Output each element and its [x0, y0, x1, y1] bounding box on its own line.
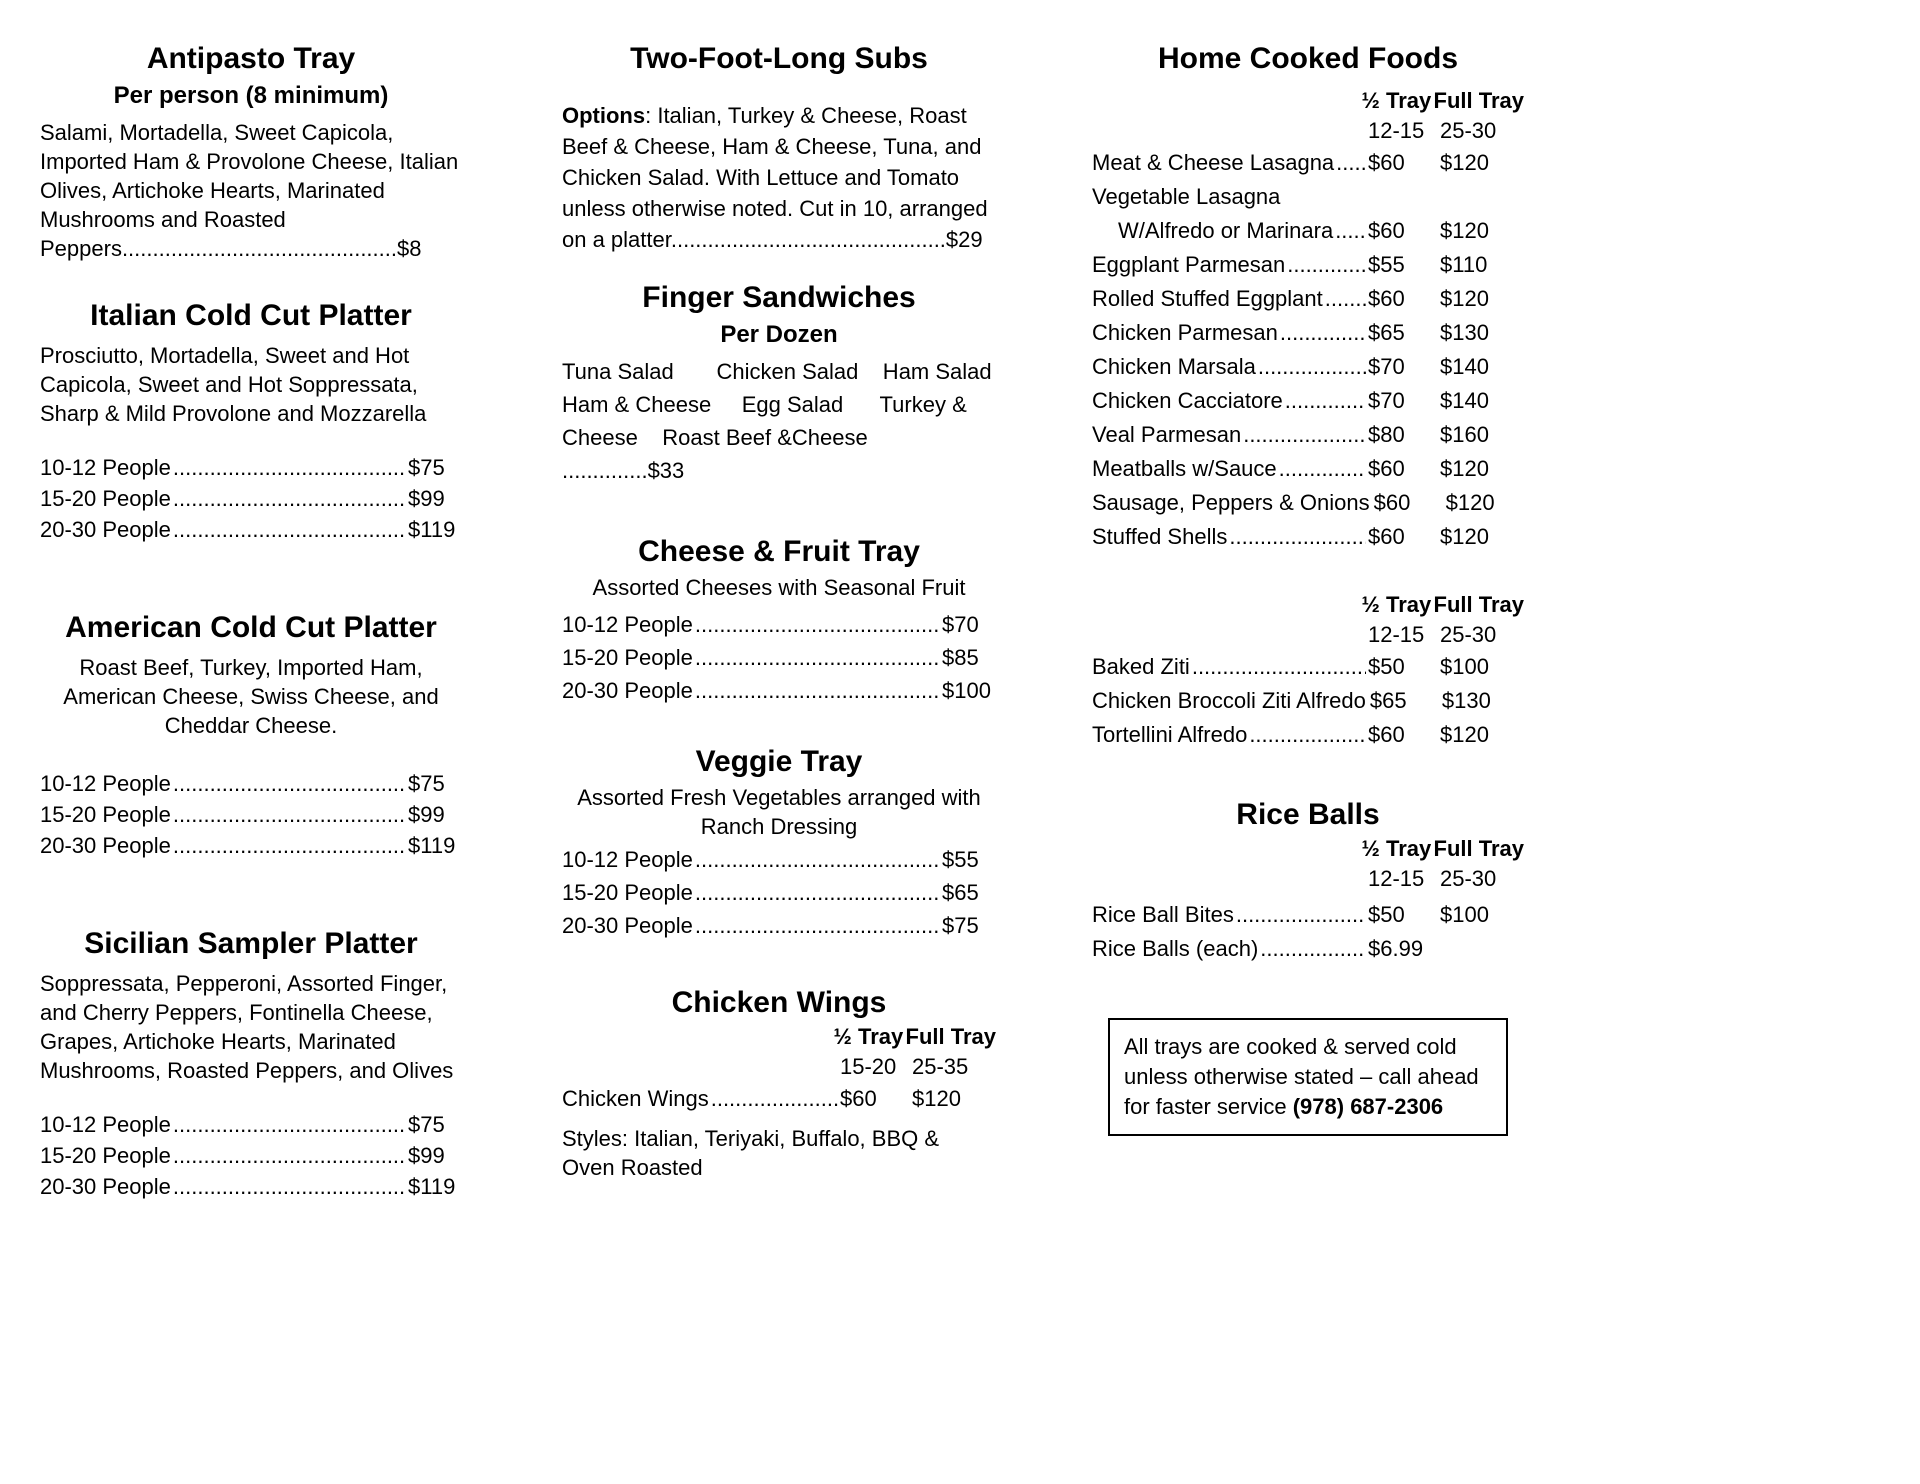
service-note-box	[1108, 1018, 1508, 1136]
dot-leader	[695, 876, 940, 909]
dot-leader	[173, 799, 406, 830]
price-line	[40, 1109, 462, 1140]
menu-item-row	[1092, 486, 1524, 520]
section-description: Roast Beef, Turkey, Imported Ham, American Cheese, Swiss Cheese, and Cheddar Cheese.	[63, 655, 439, 738]
price-value: $65	[942, 880, 979, 905]
price-value: $75	[408, 771, 445, 796]
dot-leader	[695, 641, 940, 674]
price-list	[562, 843, 996, 942]
antipasto-tray-section	[40, 40, 462, 263]
tray-headers	[1092, 86, 1524, 146]
item-label: Chicken Cacciatore	[1092, 388, 1283, 413]
half-tray-price: $60	[1373, 490, 1411, 515]
full-tray-servings: 25-30	[1440, 622, 1497, 647]
wing-styles-note: Styles: Italian, Teriyaki, Buffalo, BBQ & Oven Roasted	[562, 1126, 940, 1180]
full-tray-price: $160	[1440, 422, 1489, 447]
half-tray-header: ½ Tray	[1361, 592, 1432, 617]
price-value: $99	[408, 1143, 445, 1168]
price-line	[40, 1140, 462, 1171]
half-tray-price: $70	[1368, 354, 1405, 379]
half-tray-price: $60	[1368, 456, 1405, 481]
price-line	[562, 641, 996, 674]
serving-size-label: 20-30 People	[562, 913, 693, 938]
dot-leader	[1287, 248, 1366, 282]
price-list	[1092, 898, 1524, 966]
price-list	[1092, 146, 1524, 554]
section-subtitle: Per person (8 minimum)	[113, 82, 389, 109]
price-value: $70	[942, 612, 979, 637]
two-foot-subs-section	[562, 40, 996, 255]
half-tray-price: $60	[1368, 218, 1405, 243]
price-list	[562, 608, 996, 707]
price-list	[40, 452, 462, 545]
serving-size-label: 20-30 People	[40, 517, 171, 542]
price-line	[40, 483, 462, 514]
menu-item-row	[1092, 452, 1524, 486]
half-tray-servings: 15-20	[840, 1054, 897, 1079]
menu-item-row	[1092, 282, 1524, 316]
price-line	[40, 768, 462, 799]
price-value: $75	[942, 913, 979, 938]
item-label: Baked Ziti	[1092, 654, 1190, 679]
price-line	[562, 843, 996, 876]
half-tray-servings: 12-15	[1368, 118, 1425, 143]
item-label: Rolled Stuffed Eggplant	[1092, 286, 1323, 311]
item-label: Stuffed Shells	[1092, 524, 1228, 549]
dot-leader	[695, 674, 940, 707]
half-tray-header: ½ Tray	[1361, 836, 1432, 861]
section-title: American Cold Cut Platter	[65, 611, 437, 644]
serving-size-label: 15-20 People	[40, 1143, 171, 1168]
section-description: Salami, Mortadella, Sweet Capicola, Imported Ham & Provolone Cheese, Italian Olives, Artichoke Hearts, Marinated Mushrooms and Roasted Peppers.............................................$8	[40, 120, 459, 261]
section-title: Finger Sandwiches	[642, 281, 916, 314]
full-tray-header: Full Tray	[1433, 88, 1524, 113]
half-tray-price: $50	[1368, 902, 1405, 927]
item-label: Sausage, Peppers & Onions	[1092, 490, 1370, 515]
finger-sandwiches-section	[562, 279, 996, 487]
menu-column-middle	[562, 0, 996, 1182]
serving-size-label: 10-12 People	[40, 771, 171, 796]
dot-leader	[173, 1140, 406, 1171]
dot-leader	[1335, 214, 1366, 248]
price-line	[40, 452, 462, 483]
serving-size-label: 10-12 People	[562, 612, 693, 637]
full-tray-price: $100	[1440, 902, 1489, 927]
section-title: Chicken Wings	[671, 986, 887, 1019]
phone-number: (978) 687-2306	[1292, 1094, 1444, 1119]
price-list	[40, 768, 462, 861]
full-tray-price: $140	[1440, 388, 1489, 413]
section-title: Rice Balls	[1236, 798, 1380, 831]
price-line	[562, 876, 996, 909]
item-label: Vegetable Lasagna	[1092, 184, 1281, 209]
price-line	[40, 1171, 462, 1202]
serving-size-label: 20-30 People	[40, 833, 171, 858]
full-tray-header: Full Tray	[1433, 836, 1524, 861]
section-title: Italian Cold Cut Platter	[90, 299, 412, 332]
half-tray-price: $70	[1368, 388, 1405, 413]
dot-leader	[173, 768, 406, 799]
section-title: Antipasto Tray	[146, 42, 356, 75]
section-description: Soppressata, Pepperoni, Assorted Finger, and Cherry Peppers, Fontinella Cheese, Grapes, Artichoke Hearts, Marinated Mushrooms, Roasted Peppers, and Olives	[40, 971, 454, 1083]
dot-leader	[695, 843, 940, 876]
serving-count-header	[1092, 864, 1524, 894]
full-tray-price: $120	[1440, 150, 1489, 175]
dot-leader	[173, 452, 406, 483]
menu-item-row	[1092, 520, 1524, 554]
dot-leader	[173, 514, 406, 545]
section-subtitle: Assorted Fresh Vegetables arranged with Ranch Dressing	[577, 785, 981, 839]
menu-item-row	[1092, 418, 1524, 452]
price-value: $119	[408, 517, 456, 542]
menu-item-row	[1092, 350, 1524, 384]
service-note-text: All trays are cooked & served cold unless otherwise stated – call ahead for faster service	[1124, 1034, 1479, 1119]
full-tray-price: $120	[1440, 218, 1489, 243]
price-value: $99	[408, 486, 445, 511]
serving-count-header	[562, 1052, 996, 1082]
pasta-group	[1092, 590, 1524, 752]
sandwich-variety-list	[562, 355, 996, 487]
half-tray-price: $80	[1368, 422, 1405, 447]
half-tray-price: $60	[1368, 150, 1405, 175]
menu-item-row	[1092, 684, 1524, 718]
price-list	[40, 1109, 462, 1202]
full-tray-price: $130	[1440, 320, 1489, 345]
options-label: Options	[562, 103, 646, 128]
half-tray-price: $65	[1369, 688, 1407, 713]
full-tray-price: $120	[1440, 524, 1489, 549]
price-value: $119	[408, 833, 456, 858]
menu-item-row	[1092, 932, 1524, 966]
full-tray-price: $110	[1440, 252, 1488, 277]
dot-leader	[1279, 452, 1366, 486]
item-label: Eggplant Parmesan	[1092, 252, 1286, 277]
item-label: Chicken Broccoli Ziti Alfredo	[1092, 688, 1366, 713]
dot-leader	[1229, 520, 1366, 554]
full-tray-header: Full Tray	[1433, 592, 1524, 617]
menu-column-right	[1092, 0, 1524, 1136]
price-line	[562, 608, 996, 641]
price-value: $100	[942, 678, 991, 703]
half-tray-price: $60	[1368, 722, 1405, 747]
price-value: $75	[408, 455, 445, 480]
dot-leader	[173, 1171, 406, 1202]
menu-item-row	[1092, 316, 1524, 350]
half-tray-header: ½ Tray	[833, 1024, 904, 1049]
price-value: $75	[408, 1112, 445, 1137]
price-list	[1092, 650, 1524, 752]
dot-leader	[1249, 718, 1366, 752]
italian-cold-cut-section	[40, 297, 462, 545]
serving-size-label: 10-12 People	[40, 455, 171, 480]
item-label: Rice Ball Bites	[1092, 902, 1234, 927]
item-label: Tortellini Alfredo	[1092, 722, 1248, 747]
sandwich-variety-line: Ham & Cheese Egg Salad Turkey &	[562, 392, 967, 417]
full-tray-servings: 25-30	[1440, 866, 1497, 891]
half-tray-servings: 12-15	[1368, 622, 1425, 647]
half-tray-price: $60	[840, 1086, 877, 1111]
item-label: Meat & Cheese Lasagna	[1092, 150, 1335, 175]
section-title: Two-Foot-Long Subs	[630, 42, 928, 75]
price-line	[40, 830, 462, 861]
half-tray-price: $65	[1368, 320, 1405, 345]
home-cooked-foods-section	[1092, 40, 1524, 752]
full-tray-price: $120	[1445, 490, 1495, 515]
item-label: Chicken Parmesan	[1092, 320, 1278, 345]
american-cold-cut-section	[40, 609, 462, 861]
serving-size-label: 15-20 People	[562, 880, 693, 905]
full-tray-price: $120	[1440, 722, 1489, 747]
tray-size-header	[1092, 590, 1524, 620]
tray-size-header	[562, 1022, 996, 1052]
half-tray-price: $60	[1368, 286, 1405, 311]
serving-size-label: 10-12 People	[40, 1112, 171, 1137]
price-line	[40, 799, 462, 830]
item-label: Meatballs w/Sauce	[1092, 456, 1277, 481]
dot-leader	[695, 909, 940, 942]
price-list	[562, 1084, 996, 1114]
menu-item-row	[1092, 718, 1524, 752]
serving-size-label: 20-30 People	[40, 1174, 171, 1199]
full-tray-header: Full Tray	[905, 1024, 996, 1049]
half-tray-price: $55	[1368, 252, 1405, 277]
cheese-fruit-tray-section	[562, 533, 996, 707]
menu-column-left	[40, 0, 462, 1202]
menu-item-row	[562, 1084, 996, 1114]
dot-leader	[1236, 898, 1366, 932]
dot-leader	[173, 483, 406, 514]
serving-size-label: 15-20 People	[562, 645, 693, 670]
section-title: Veggie Tray	[695, 745, 863, 778]
serving-count-header	[1092, 620, 1524, 650]
menu-item-row	[1092, 214, 1524, 248]
tray-size-header	[1092, 86, 1524, 116]
section-subtitle: Assorted Cheeses with Seasonal Fruit	[592, 575, 966, 600]
full-tray-price: $120	[1440, 286, 1489, 311]
full-tray-servings: 25-35	[912, 1054, 969, 1079]
full-tray-servings: 25-30	[1440, 118, 1497, 143]
half-tray-servings: 12-15	[1368, 866, 1425, 891]
price-line	[562, 674, 996, 707]
section-title: Sicilian Sampler Platter	[84, 927, 418, 960]
tray-size-header	[1092, 834, 1524, 864]
full-tray-price: $120	[912, 1086, 961, 1111]
dot-leader	[1325, 282, 1366, 316]
price-value: $55	[942, 847, 979, 872]
half-tray-price: $60	[1368, 524, 1405, 549]
options-body: : Italian, Turkey & Cheese, Roast Beef & Cheese, Ham & Cheese, Tuna, and Chicken Salad. With Lettuce and Tomato unless otherwise noted. Cut in 10, arranged on a platter.............................................$29	[562, 103, 988, 252]
full-tray-price: $140	[1440, 354, 1489, 379]
dot-leader	[173, 1109, 406, 1140]
section-description: Prosciutto, Mortadella, Sweet and Hot Capicola, Sweet and Hot Soppressata, Sharp & Mild Provolone and Mozzarella	[40, 343, 427, 426]
dot-leader	[173, 830, 406, 861]
dot-leader	[1280, 316, 1366, 350]
serving-size-label: 15-20 People	[40, 486, 171, 511]
dot-leader	[1243, 418, 1366, 452]
dot-leader	[1192, 650, 1366, 684]
price-value: $119	[408, 1174, 456, 1199]
item-label: Rice Balls (each)	[1092, 936, 1259, 961]
dot-leader	[1336, 146, 1366, 180]
section-description	[562, 100, 996, 255]
serving-size-label: 10-12 People	[562, 847, 693, 872]
full-tray-price: $130	[1441, 688, 1491, 713]
full-tray-price: $100	[1440, 654, 1489, 679]
menu-item-row	[1092, 898, 1524, 932]
item-label: Chicken Wings	[562, 1086, 709, 1111]
dot-leader	[1260, 932, 1366, 966]
serving-size-label: 20-30 People	[562, 678, 693, 703]
half-tray-price: $6.99	[1368, 936, 1424, 961]
half-tray-price: $50	[1368, 654, 1405, 679]
item-label: Chicken Marsala	[1092, 354, 1256, 379]
serving-count-header	[1092, 116, 1524, 146]
dot-leader	[695, 608, 940, 641]
section-title: Home Cooked Foods	[1157, 42, 1458, 75]
menu-item-row	[1092, 180, 1524, 214]
dot-leader	[1258, 350, 1366, 384]
full-tray-price: $120	[1440, 456, 1489, 481]
item-label: Veal Parmesan	[1092, 422, 1242, 447]
price-value: $99	[408, 802, 445, 827]
item-label: W/Alfredo or Marinara	[1118, 218, 1334, 243]
price-line	[40, 514, 462, 545]
half-tray-header: ½ Tray	[1361, 88, 1432, 113]
menu-item-row	[1092, 384, 1524, 418]
rice-balls-section	[1092, 796, 1524, 966]
price-value: $85	[942, 645, 979, 670]
menu-item-row	[1092, 248, 1524, 282]
veggie-tray-section	[562, 743, 996, 942]
section-title: Cheese & Fruit Tray	[638, 535, 920, 568]
sandwich-variety-line: Tuna Salad Chicken Salad Ham Salad	[562, 359, 992, 384]
menu-item-row	[1092, 146, 1524, 180]
sicilian-sampler-section	[40, 925, 462, 1202]
menu-item-row	[1092, 650, 1524, 684]
serving-size-label: 15-20 People	[40, 802, 171, 827]
chicken-wings-section	[562, 984, 996, 1182]
price-line	[562, 909, 996, 942]
dot-leader	[711, 1084, 838, 1114]
sandwich-variety-line: Cheese Roast Beef &Cheese ..............$33	[562, 425, 874, 483]
section-subtitle: Per Dozen	[720, 321, 838, 348]
dot-leader	[1285, 384, 1366, 418]
